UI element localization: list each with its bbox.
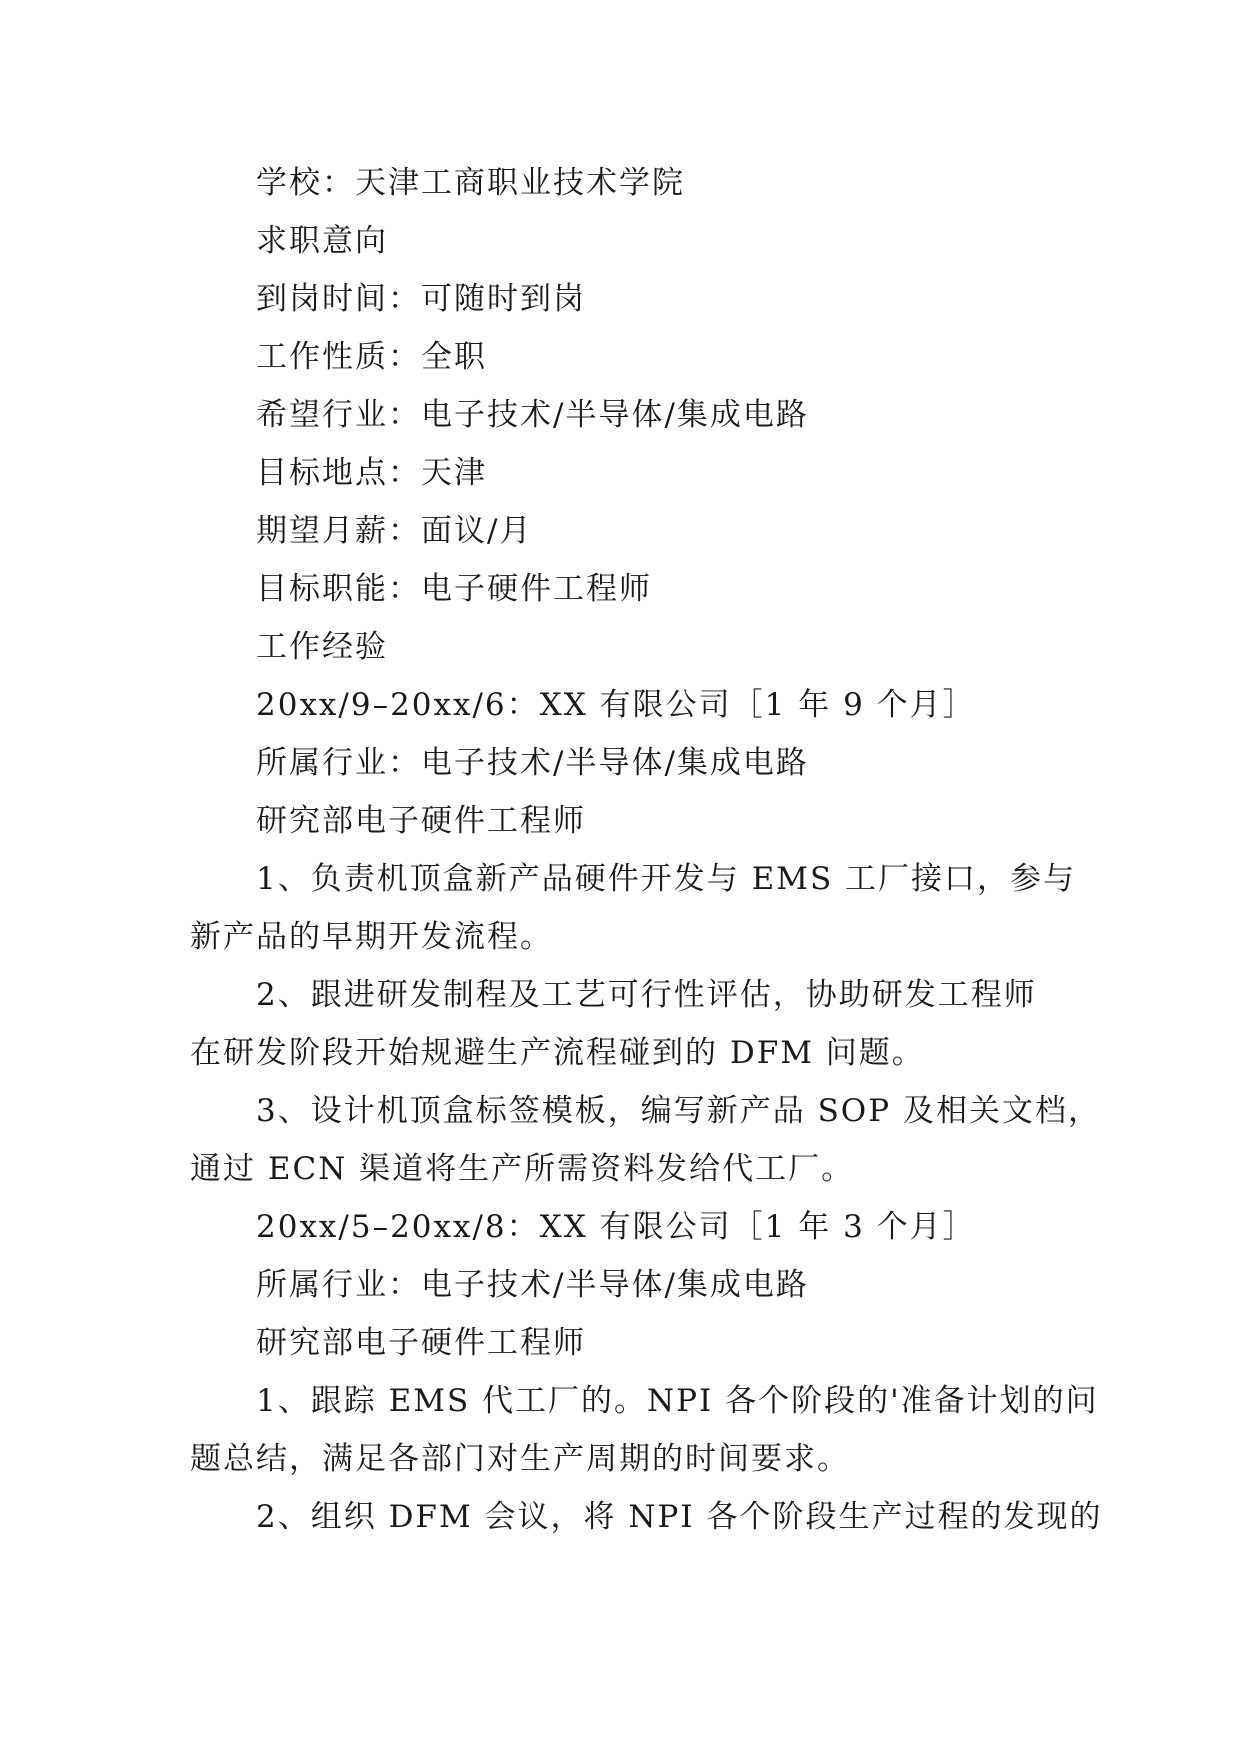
job-1-duty-1-line-1: 1、负责机顶盒新产品硬件开发与 EMS 工厂接口，参与: [256, 861, 1077, 897]
availability-line: 到岗时间：可随时到岗: [256, 281, 586, 317]
expected-salary-line: 期望月薪：面议/月: [256, 513, 533, 549]
job-1-title-line: 研究部电子硬件工程师: [256, 803, 586, 839]
job-2-period-line: 20xx/5–20xx/8：XX 有限公司［1 年 3 个月］: [256, 1209, 976, 1245]
job-1-duty-2-line-1: 2、跟进研发制程及工艺可行性评估，协助研发工程师: [256, 977, 1037, 1013]
job-2-duty-2-line-1: 2、组织 DFM 会议，将 NPI 各个阶段生产过程的发现的: [256, 1499, 1103, 1535]
work-experience-heading: 工作经验: [256, 629, 388, 665]
job-intention-heading: 求职意向: [256, 223, 388, 259]
job-2-title-line: 研究部电子硬件工程师: [256, 1325, 586, 1361]
job-2-duty-1-line-2: 题总结，满足各部门对生产周期的时间要求。: [190, 1441, 850, 1477]
school-line: 学校：天津工商职业技术学院: [256, 165, 685, 201]
job-type-line: 工作性质：全职: [256, 339, 487, 375]
job-1-duty-3-line-2: 通过 ECN 渠道将生产所需资料发给代工厂。: [190, 1151, 855, 1187]
target-location-line: 目标地点：天津: [256, 455, 487, 491]
job-1-industry-line: 所属行业：电子技术/半导体/集成电路: [256, 745, 809, 781]
desired-industry-line: 希望行业：电子技术/半导体/集成电路: [256, 397, 809, 433]
target-function-line: 目标职能：电子硬件工程师: [256, 571, 652, 607]
job-1-duty-3-line-1: 3、设计机顶盒标签模板，编写新产品 SOP 及相关文档，: [256, 1093, 1101, 1129]
job-2-duty-1-line-1: 1、跟踪 EMS 代工厂的。NPI 各个阶段的'准备计划的问: [256, 1383, 1099, 1419]
job-2-industry-line: 所属行业：电子技术/半导体/集成电路: [256, 1267, 809, 1303]
job-1-period-line: 20xx/9–20xx/6：XX 有限公司［1 年 9 个月］: [256, 687, 976, 723]
job-1-duty-2-line-2: 在研发阶段开始规避生产流程碰到的 DFM 问题。: [190, 1035, 925, 1071]
job-1-duty-1-line-2: 新产品的早期开发流程。: [190, 919, 553, 955]
